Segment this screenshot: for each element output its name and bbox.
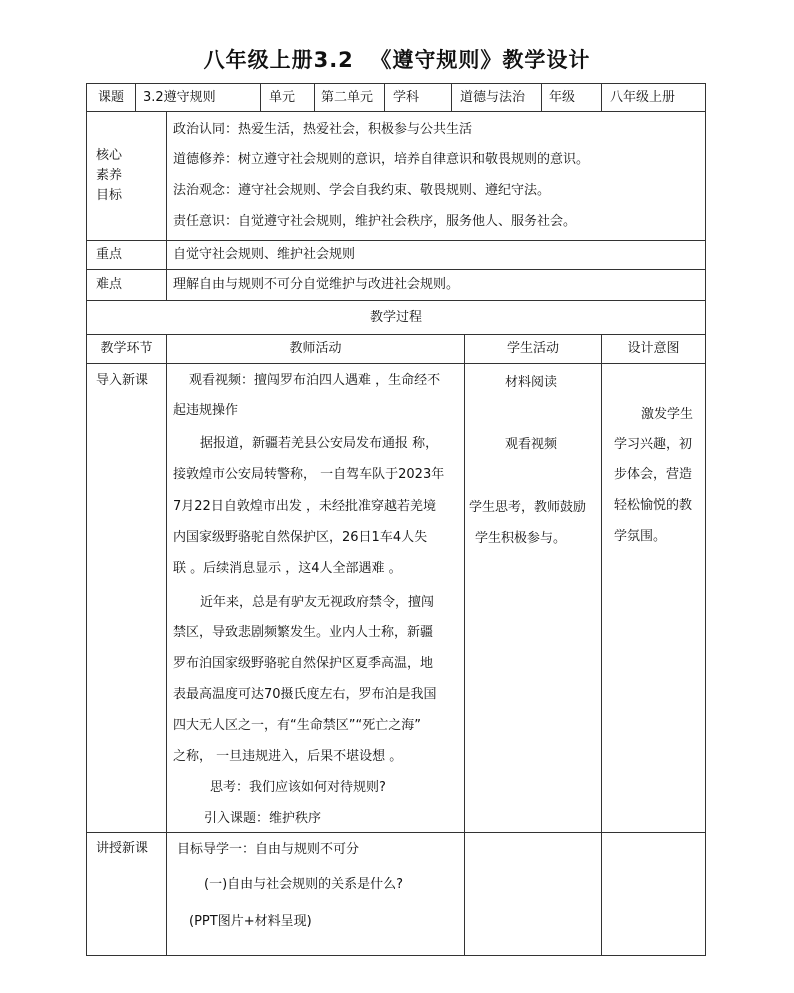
core-item: 道德修养：树立遵守社会规则的意识，培养自律意识和敬畏规则的意识。 (173, 152, 590, 167)
page-title: 八年级上册3.2 《遵守规则》教学设计 (203, 48, 591, 72)
column-student-header: 学生活动 (464, 334, 602, 364)
core-item: 政治认同：热爱生活，热爱社会，积极参与公共生活 (173, 122, 473, 137)
core-label-cell (86, 111, 167, 241)
teacher-line: 目标导学一：自由与规则不可分 (177, 842, 360, 857)
column-teacher-header: 教师活动 (166, 334, 465, 364)
student-line: 观看视频 (505, 437, 558, 452)
column-stage-header: 教学环节 (86, 334, 167, 364)
teacher-line: 禁区，导致悲剧频繁发生。业内人士称，新疆 (173, 625, 434, 640)
intent-line: 学氛围。 (614, 529, 667, 544)
process-header-cell: 教学过程 (86, 300, 706, 335)
new-stage-label: 讲授新课 (96, 841, 149, 856)
teacher-line: 罗布泊国家级野骆驼自然保护区夏季高温，地 (173, 656, 434, 671)
teacher-line: 思考：我们应该如何对待规则? (210, 780, 386, 795)
subject-label-cell: 学科 (384, 83, 452, 112)
core-content-cell (166, 111, 706, 241)
core-item: 责任意识：自觉遵守社会规则，维护社会秩序，服务他人、服务社会。 (173, 214, 577, 229)
unit-label-cell: 单元 (260, 83, 315, 112)
new-student-cell (464, 832, 602, 956)
teacher-line: 联 。后续消息显示 ，这4人全部遇难 。 (173, 561, 402, 576)
course-label-cell: 课题 (86, 83, 136, 112)
student-line: 学生思考，教师鼓励 (469, 500, 587, 515)
intent-line: 步体会，营造 (614, 467, 693, 482)
teacher-line: (PPT图片+材料呈现) (189, 914, 312, 929)
intro-stage-label: 导入新课 (96, 373, 149, 388)
new-stage-cell (86, 832, 167, 956)
difficulty-value-cell: 理解自由与规则不可分自觉维护与改进社会规则。 (166, 269, 706, 301)
teacher-line: 起违规操作 (173, 403, 239, 418)
intro-intent-cell (601, 363, 706, 833)
teacher-line: 引入课题：维护秩序 (204, 811, 322, 826)
teacher-line: 接敦煌市公安局转警称， 一自驾车队于2023年 (173, 467, 445, 482)
teacher-line: 四大无人区之一，有“生命禁区”“死亡之海” (173, 718, 421, 733)
key-point-value-cell: 自觉守社会规则、维护社会规则 (166, 240, 706, 270)
teacher-line: (一)自由与社会规则的关系是什么? (204, 877, 404, 892)
core-label-line: 核心 (96, 148, 123, 163)
intro-stage-cell (86, 363, 167, 833)
student-line: 材料阅读 (505, 375, 558, 390)
core-label-line: 素养 (96, 168, 123, 183)
intent-line: 轻松愉悦的教 (614, 498, 693, 513)
intent-line: 学习兴趣，初 (614, 437, 693, 452)
teacher-line: 内国家级野骆驼自然保护区，26日1车4人失 (173, 530, 428, 545)
teacher-line: 据报道，新疆若羌县公安局发布通报 称， (200, 436, 439, 451)
intro-teacher-cell (166, 363, 465, 833)
intro-student-cell (464, 363, 602, 833)
key-point-label-cell: 重点 (86, 240, 167, 270)
new-intent-cell (601, 832, 706, 956)
teacher-line: 表最高温度可达70摄氏度左右，罗布泊是我国 (173, 687, 437, 702)
core-item: 法治观念：遵守社会规则、学会自我约束、敬畏规则、遵纪守法。 (173, 183, 551, 198)
grade-label-cell: 年级 (541, 83, 602, 112)
teacher-line: 观看视频：擅闯罗布泊四人遇难 ，生命经不 (189, 373, 441, 388)
course-value-cell: 3.2遵守规则 (135, 83, 261, 112)
student-line: 学生积极参与。 (475, 531, 567, 546)
core-label-line: 目标 (96, 188, 123, 203)
subject-value-cell: 道德与法治 (451, 83, 542, 112)
teacher-line: 7月22日自敦煌市出发 ，未经批准穿越若羌境 (173, 499, 436, 514)
column-intent-header: 设计意图 (601, 334, 706, 364)
new-teacher-cell (166, 832, 465, 956)
difficulty-label-cell: 难点 (86, 269, 167, 301)
grade-value-cell: 八年级上册 (601, 83, 706, 112)
intent-line: 激发学生 (641, 407, 694, 422)
unit-value-cell: 第二单元 (314, 83, 385, 112)
teacher-line: 近年来，总是有驴友无视政府禁令，擅闯 (200, 595, 435, 610)
teacher-line: 之称， 一旦违规进入，后果不堪设想 。 (173, 749, 403, 764)
